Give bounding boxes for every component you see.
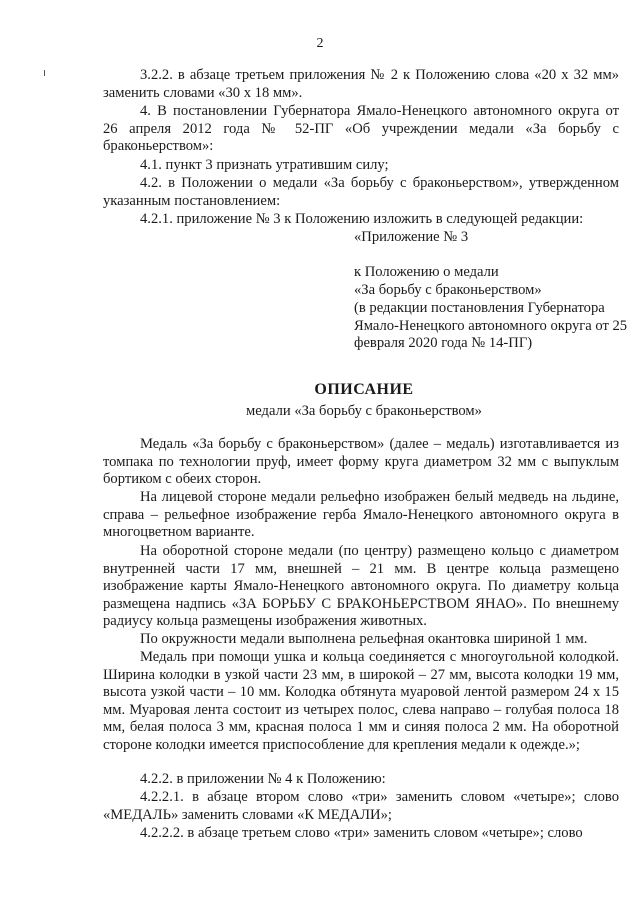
paragraph-3-2-2: 3.2.2. в абзаце третьем приложения № 2 к Положению слова «20 х 32 мм» заменить словами «30 х 18 мм». [103, 67, 619, 101]
body-paragraph-material: Медаль «За борьбу с браконьерством» (далее – медаль) изготавливается из томпака по технологии пруф, имеет форму круга диаметром 32 мм с выпуклым бортиком с обеих сторон. [103, 436, 619, 488]
body-paragraph-reverse: На оборотной стороне медали (по центру) размещено кольцо с диаметром внутренней части 17 мм, внешней – 21 мм. В центре кольца размещено изображение карты Ямало-Ненецкого автономного округа. По диаметру кольца размещена надпись «ЗА БОРЬБУ С БРАКОНЬЕРСТВОМ ЯНАО». По внешнему радиусу кольца размещены изображения животных. [103, 543, 619, 630]
appendix-ref: к Положению о медали [354, 264, 499, 280]
margin-mark [44, 70, 45, 76]
paragraph-4-2: 4.2. в Положении о медали «За борьбу с браконьерством», утвержденном указанным постановлением: [103, 175, 619, 209]
paragraph-4-2-1: 4.2.1. приложение № 3 к Положению изложить в следующей редакции: [140, 211, 584, 227]
appendix-edition-note: (в редакции постановления Губернатора Ямало-Ненецкого автономного округа от 25 февраля 2020 года № 14-ПГ) [354, 300, 628, 352]
appendix-heading: «Приложение № 3 [354, 229, 469, 245]
body-paragraph-ribbon: Медаль при помощи ушка и кольца соединяется с многоугольной колодкой. Ширина колодки в узкой части 23 мм, в широкой – 27 мм, высота колодки 19 мм, высота узкой части – 10 мм. Колодка обтянута муаровой лентой размером 24 х 15 мм. Муаровая лента состоит из четырех полос, слева направо – голубая полоса 18 мм, белая полоса 3 мм, красная полоса 1 мм и синяя полоса 2 мм. На оборотной стороне колодки имеется приспособление для крепления медали к одежде.»; [103, 649, 619, 753]
page-number: 2 [316, 36, 324, 51]
description-title: ОПИСАНИЕ [314, 381, 414, 398]
description-subtitle: медали «За борьбу с браконьерством» [246, 403, 482, 419]
body-paragraph-obverse: На лицевой стороне медали рельефно изображен белый медведь на льдине, справа – рельефное изображение герба Ямало-Ненецкого автономного округа в многоцветном варианте. [103, 489, 619, 541]
paragraph-4: 4. В постановлении Губернатора Ямало-Ненецкого автономного округа от 26 апреля 2012 года № 52-ПГ «Об учреждении медали «За борьбу с браконьерством»: [103, 103, 619, 155]
paragraph-4-2-2-2: 4.2.2.2. в абзаце третьем слово «три» заменить словом «четыре»; слово [140, 825, 583, 841]
paragraph-4-2-2: 4.2.2. в приложении № 4 к Положению: [140, 771, 386, 787]
appendix-medal-name: «За борьбу с браконьерством» [354, 282, 542, 298]
paragraph-4-2-2-1: 4.2.2.1. в абзаце втором слово «три» заменить словом «четыре»; слово «МЕДАЛЬ» заменить словами «К МЕДАЛИ»; [103, 789, 619, 823]
paragraph-4-1: 4.1. пункт 3 признать утратившим силу; [140, 157, 389, 173]
body-paragraph-edge: По окружности медали выполнена рельефная окантовка шириной 1 мм. [140, 631, 588, 647]
